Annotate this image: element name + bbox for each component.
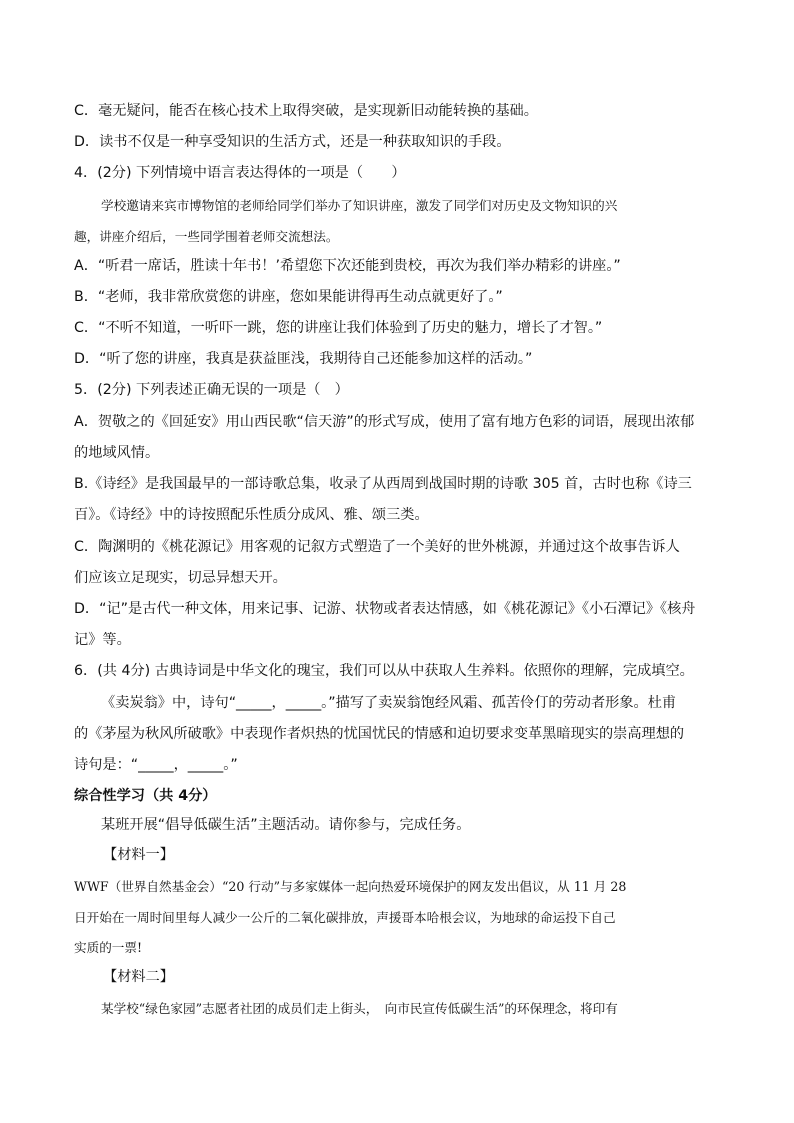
q5-option-b-line-1: B.《诗经》是我国最早的一部诗歌总集，收录了从西周到战国时期的诗歌 305 首，古时也称《诗三 [74, 476, 692, 492]
q3-option-c: C．毫无疑问，能否在核心技术上取得突破，是实现新旧动能转换的基础。 [74, 103, 538, 119]
material-one-line-3: 实质的一票! [74, 940, 143, 955]
material-two-line-1: 某学校“绿色家园”志愿者社团的成员们走上街头， 向市民宣传低碳生活”的环保理念，将印有 [101, 1001, 618, 1016]
q4-context-line-1: 学校邀请来宾市博物馆的老师给同学们举办了知识讲座，激发了同学们对历史及文物知识的兴 [101, 198, 618, 213]
section-heading-comprehensive: 综合性学习（共 4分） [74, 788, 217, 804]
q5-option-d-line-1: D．“记”是古代一种文体，用来记事、记游、状物或者表达情感，如《桃花源记》《小石潭记》《核舟 [74, 601, 696, 617]
q5-option-b-line-2: 百》。《诗经》中的诗按照配乐性质分成风、雅、颂三类。 [74, 507, 429, 523]
q4-option-a: A．“听君一席话，胜读十年书！’希望您下次还能到贵校，再次为我们举办精彩的讲座。” [74, 258, 621, 274]
q4-option-b: B．“老师，我非常欣赏您的讲座，您如果能讲得再生动点就更好了。” [74, 289, 503, 305]
q4-stem: 4．(2分) 下列情境中语言表达得体的一项是（ ） [74, 165, 406, 181]
material-one-heading: 【材料一】 [103, 847, 174, 863]
material-one-line-2: 日开始在一周时间里每人减少一公斤的二氧化碳排放，声援哥本哈根会议，为地球的命运投下自己 [74, 910, 616, 925]
q4-option-c: C．“不听不知道，一听吓一跳，您的讲座让我们体验到了历史的魅力，增长了才智。” [74, 320, 603, 336]
q5-stem: 5．(2分) 下列表述正确无误的一项是（ ） [74, 382, 349, 398]
q6-fill-line-3: 诗句是：“_____，_____。” [74, 757, 238, 773]
q6-stem: 6．(共 4分) 古典诗词是中华文化的瑰宝，我们可以从中获取人生养料。依照你的理解，完成填空。 [74, 663, 694, 679]
material-one-line-1: WWF（世界自然基金会）“20 行动”与多家媒体一起向热爱环境保护的网友发出倡议，从 11 月 28 [74, 879, 627, 894]
q5-option-c-line-1: C．陶渊明的《桃花源记》用客观的记叙方式塑造了一个美好的世外桃源，并通过这个故事告诉人 [74, 539, 680, 555]
q5-option-a-line-2: 的地域风情。 [74, 445, 160, 461]
q4-option-d: D．“听了您的讲座，我真是获益匪浅，我期待自己还能参加这样的活动。” [74, 351, 533, 367]
activity-intro: 某班开展“倡导低碳生活”主题活动。请你参与，完成任务。 [101, 817, 471, 833]
q4-context-line-2: 趣，讲座介绍后，一些同学围着老师交流想法。 [74, 229, 339, 244]
q3-option-d: D．读书不仅是一种享受知识的生活方式，还是一种获取知识的手段。 [74, 134, 511, 150]
material-two-heading: 【材料二】 [103, 969, 174, 985]
q5-option-a-line-1: A．贺敬之的《回延安》用山西民歌“信天游”的形式写成，使用了富有地方色彩的词语，展现出浓郁 [74, 414, 695, 430]
q5-option-d-line-2: 记》等。 [74, 632, 131, 648]
q6-fill-line-1: 《卖炭翁》中，诗句“_____，_____。”描写了卖炭翁饱经风霜、孤苦伶仃的劳动者形象。杜甫 [101, 695, 677, 711]
q6-fill-line-2: 的《茅屋为秋风所破歌》中表现作者炽热的忧国忧民的情感和迫切要求变革黑暗现实的崇高理想的 [74, 726, 685, 742]
q5-option-c-line-2: 们应该立足现实，切忌异想天开。 [74, 570, 287, 586]
